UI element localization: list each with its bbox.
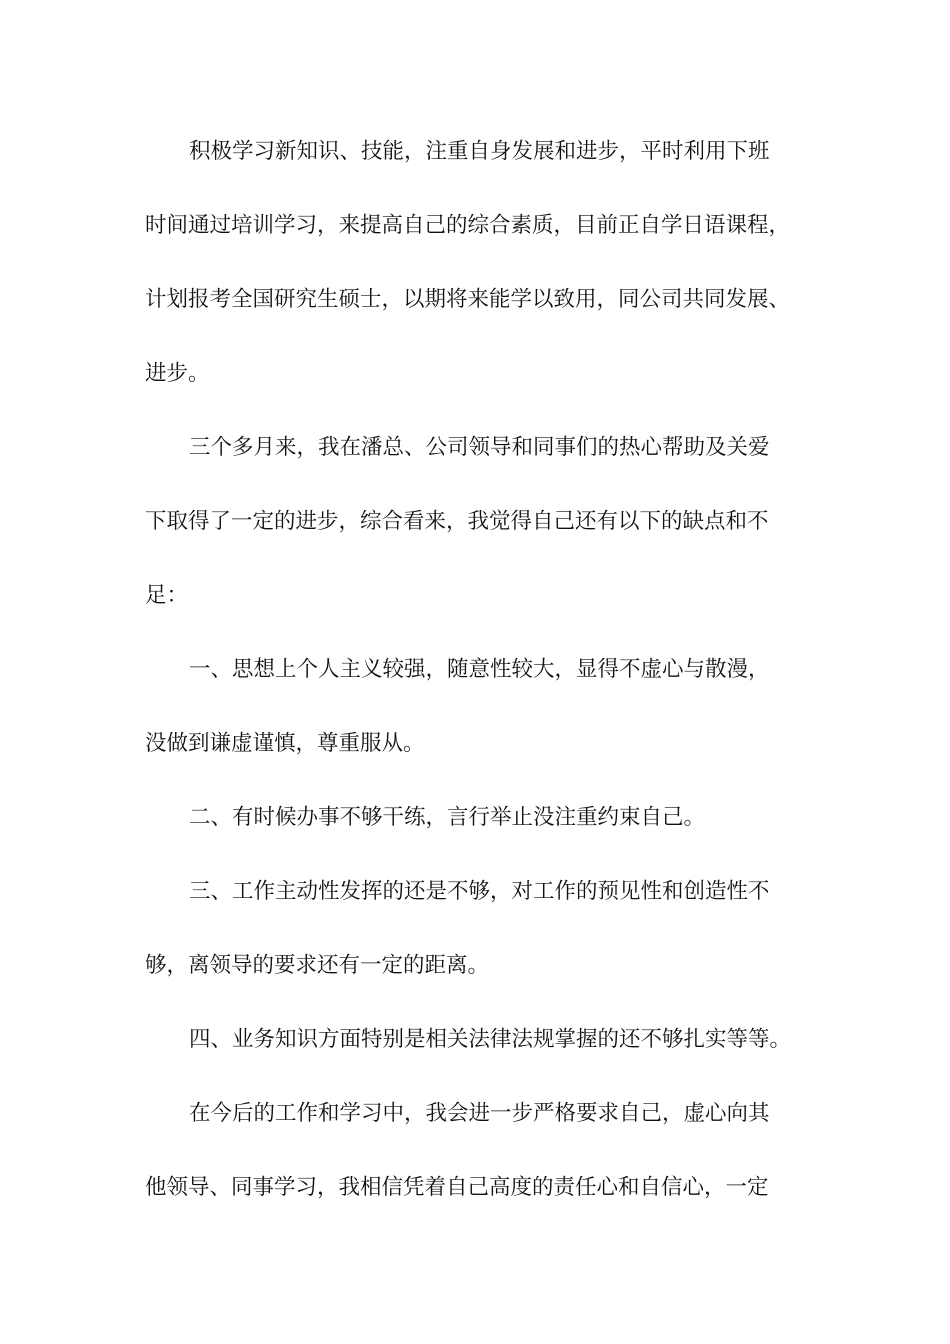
paragraph-line: 他领导、同事学习，我相信凭着自己高度的责任心和自信心，一定 [145,1175,769,1200]
paragraph-line: 三个多月来，我在潘总、公司领导和同事们的热心帮助及关爱 [189,435,770,460]
paragraph-line: 积极学习新知识、技能，注重自身发展和进步，平时利用下班 [189,139,770,164]
paragraph-line: 时间通过培训学习，来提高自己的综合素质，目前正自学日语课程， [145,213,791,238]
paragraph-line: 三、工作主动性发挥的还是不够，对工作的预见性和创造性不 [189,879,770,904]
paragraph-line: 下取得了一定的进步，综合看来，我觉得自己还有以下的缺点和不 [145,509,769,534]
paragraph-line: 进步。 [145,361,210,386]
paragraph-line: 够，离领导的要求还有一定的距离。 [145,953,490,978]
paragraph-line: 计划报考全国研究生硕士，以期将来能学以致用，同公司共同发展、 [145,287,791,312]
paragraph-line: 没做到谦虚谨慎，尊重服从。 [145,731,425,756]
paragraph-line: 一、思想上个人主义较强，随意性较大，显得不虚心与散漫， [189,657,770,682]
paragraph-line: 二、有时候办事不够干练，言行举止没注重约束自己。 [189,805,706,830]
paragraph-line: 足： [145,583,189,608]
paragraph-line: 在今后的工作和学习中，我会进一步严格要求自己，虚心向其 [189,1101,770,1126]
paragraph-line: 四、业务知识方面特别是相关法律法规掌握的还不够扎实等等。 [189,1027,792,1052]
